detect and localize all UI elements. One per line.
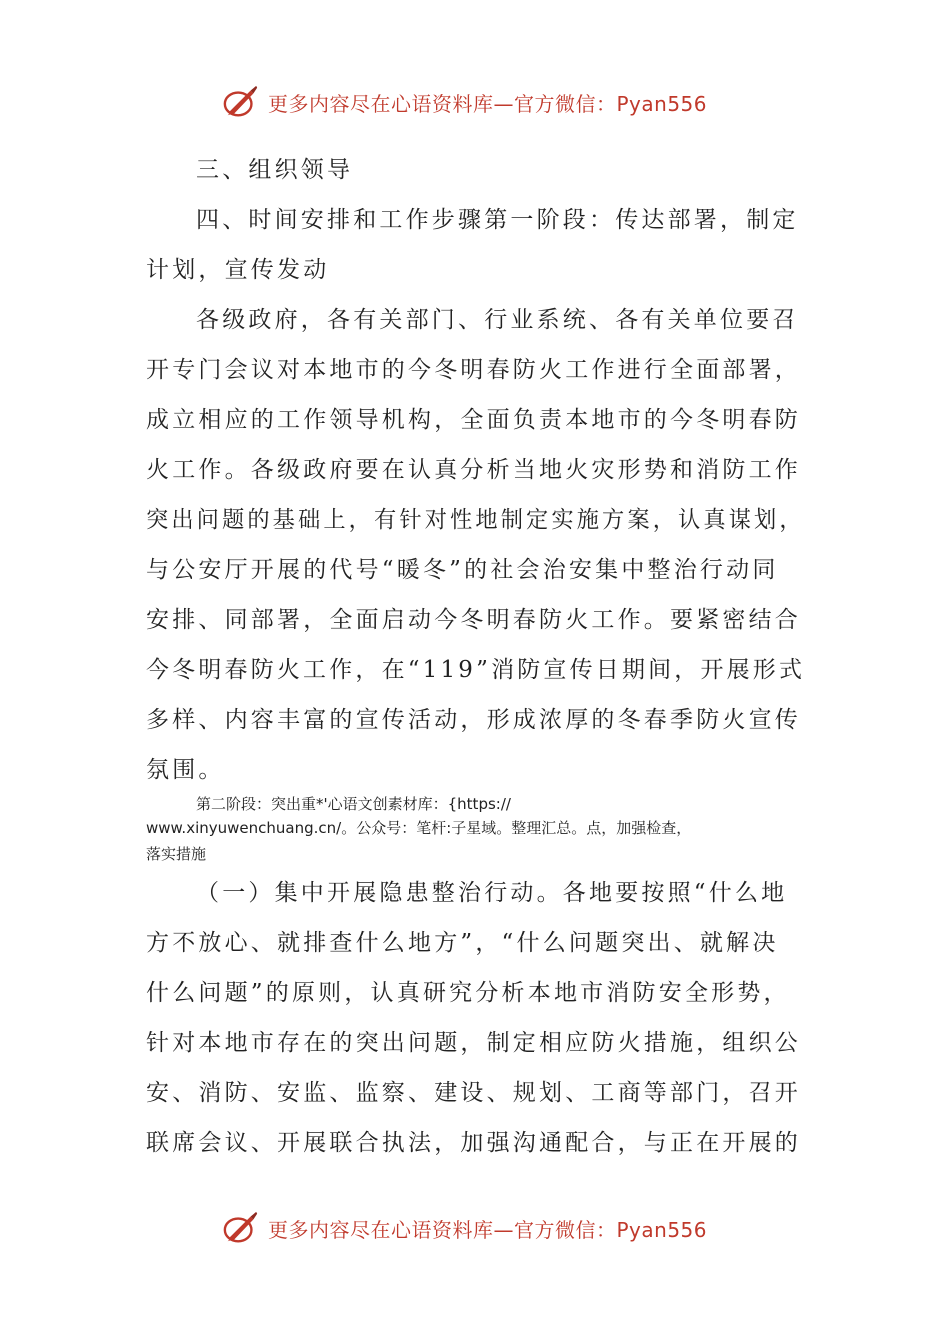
paragraph-line: 成立相应的工作领导机构，全面负责本地市的今冬明春防	[146, 407, 801, 433]
paragraph-line: 安排、同部署，全面启动今冬明春防火工作。要紧密结合	[146, 607, 801, 633]
banner-wechat-id: Pyan556	[616, 91, 708, 116]
header-banner	[222, 82, 742, 122]
paragraph-line: 各级政府，各有关部门、行业系统、各有关单位要召	[196, 307, 799, 333]
banner-text-cn: 更多内容尽在心语资料库—官方微信：	[268, 91, 617, 116]
banner-text-cn: 更多内容尽在心语资料库—官方微信：	[268, 1217, 617, 1242]
paragraph-line: 开专门会议对本地市的今冬明春防火工作进行全面部署，	[146, 357, 801, 383]
paragraph-line: 安、消防、安监、监察、建设、规划、工商等部门，召开	[146, 1080, 801, 1106]
paragraph-line: （一）集中开展隐患整治行动。各地要按照“什么地	[196, 880, 788, 906]
section-heading-4: 四、时间安排和工作步骤第一阶段：传达部署，制定	[196, 207, 799, 233]
footer-banner	[222, 1208, 742, 1248]
banner-text	[268, 1214, 707, 1243]
paragraph-line: 氛围。	[146, 757, 225, 783]
small-text-line: www.xinyuwenchuang.cn/。公众号：笔杆:子星域。整理汇总。点，加强检查，	[146, 819, 692, 837]
paragraph-line: 多样、内容丰富的宣传活动，形成浓厚的冬春季防火宣传	[146, 707, 801, 733]
quill-pen-icon	[222, 1209, 260, 1247]
paragraph-line: 方不放心、就排查什么地方”，“什么问题突出、就解决	[146, 930, 779, 956]
section-heading-3: 三、组织领导	[196, 157, 354, 183]
paragraph-line: 联席会议、开展联合执法，加强沟通配合，与正在开展的	[146, 1130, 801, 1156]
paragraph-line: 今冬明春防火工作，在“119”消防宣传日期间，开展形式	[146, 657, 806, 683]
paragraph-line: 针对本地市存在的突出问题，制定相应防火措施，组织公	[146, 1030, 801, 1056]
small-text-line: 落实措施	[146, 845, 207, 863]
banner-text	[268, 88, 707, 117]
quill-pen-icon	[222, 83, 260, 121]
banner-wechat-id: Pyan556	[616, 1217, 708, 1242]
paragraph-line: 火工作。各级政府要在认真分析当地火灾形势和消防工作	[146, 457, 801, 483]
paragraph-line: 什么问题”的原则，认真研究分析本地市消防安全形势，	[146, 980, 790, 1006]
paragraph-line: 计划，宣传发动	[146, 257, 330, 283]
small-text-line: 第二阶段：突出重*'心语文创素材库：{https://	[196, 795, 511, 813]
paragraph-line: 与公安厅开展的代号“暖冬”的社会治安集中整治行动同	[146, 557, 779, 583]
paragraph-line: 突出问题的基础上，有针对性地制定实施方案，认真谋划，	[146, 507, 805, 533]
